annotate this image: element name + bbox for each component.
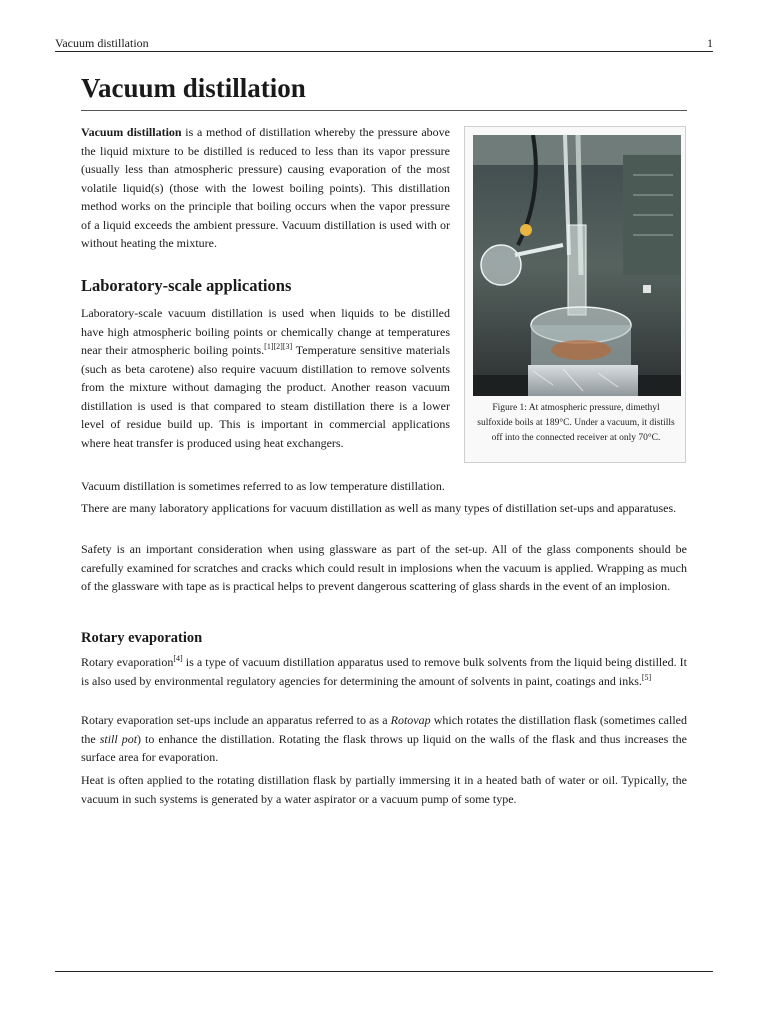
title-rule [81,110,687,111]
intro-paragraph [81,123,450,253]
lab-p1-text-b: Temperature sensitive materials (such as beta carotene) also require vacuum distillation to remove solvents from the mixture without damaging the product. Another reason vacuum distillation is used is that compared to steam distillation there is a lower level of residue build up. This is important in commercial applications where heat transfer is produced using heat exchangers. [81,343,451,450]
rotary-paragraph-3: Heat is often applied to the rotating distillation flask by partially immersing it in a heated bath of water or oil. Typically, the vacuum in such systems is generated by a water aspirator or a vacuum pump of some type. [81,773,687,806]
intro-text: is a method of distillation whereby the pressure above the liquid mixture to be distilled is reduced to less than its vapor pressure (usually less than atmospheric pressure) causing evaporation of the most volatile liquid(s) (those with the lowest boiling points). This distillation method works on the principle that boiling occurs when the vapor pressure of a liquid exceeds the ambient pressure. Vacuum distillation is used with or without heating the mixture. [81,125,451,250]
citation-link[interactable]: [4] [173,654,183,663]
lab-paragraph-2: Vacuum distillation is sometimes referred to as low temperature distillation. [81,479,445,493]
lab-paragraph-4: Safety is an important consideration when using glassware as part of the set-up. All of the glass components should be carefully examined for scratches and cracks which could result in implosions when the vacuum is applied. Wrapping as much of the glassware with tape as is practical helps to prevent dangerous scattering of glass shards in the event of an implosion. [81,542,687,593]
citation-link[interactable]: [5] [641,672,652,682]
rotary-p1-text-b: is a type of vacuum distillation apparatus used to remove bulk solvents from the liquid being distilled. It is also used by environmental regulatory agencies for determining the amount of solvents in paint, coatings and inks. [81,655,687,688]
rotary-p2-text-b: which rotates the distillation flask (sometimes called the [81,713,688,746]
figure-box [464,126,686,463]
rotary-paragraph-1 [81,653,687,690]
rotary-p2-text-c: ) to enhance the distillation. Rotating the flask throws up liquid on the walls of the flask and thus increases the surface area for evaporation. [81,731,687,764]
rotary-p1-text-a: Rotary evaporation [81,655,174,669]
page-title: Vacuum distillation [81,73,306,103]
lab-paragraph-3: There are many laboratory applications for vacuum distillation as well as many types of distillation set-ups and apparatuses. [81,501,677,515]
lab-p1-text-a: Laboratory-scale vacuum distillation is used when liquids to be distilled have high atmospheric boiling points or chemically change at temperatures near their atmospheric boiling points. [81,306,450,357]
section-heading-laboratory: Laboratory-scale applications [81,276,292,295]
rotary-p2-text-a: Rotary evaporation set-ups include an apparatus referred to as a [81,713,391,727]
lab-paragraph-1 [81,304,450,452]
distillation-photo [473,135,681,396]
footer-rule [55,971,713,972]
section-heading-rotary: Rotary evaporation [81,630,203,646]
figure-caption: Figure 1: At atmospheric pressure, dimethyl sulfoxide boils at 189°C. Under a vacuum, it distills off into the connected receiver at only 70°C. [477,403,675,443]
running-title: Vacuum distillation [55,36,149,50]
page-number: 1 [707,36,713,50]
still-pot-term: still pot [99,731,138,746]
header-rule [55,51,713,52]
rotovap-term: Rotovap [390,713,431,727]
rotary-paragraph-2 [81,711,687,767]
intro-term: Vacuum distillation [81,125,182,139]
citation-link[interactable]: [1][2][3] [264,342,293,351]
running-header [55,35,713,51]
